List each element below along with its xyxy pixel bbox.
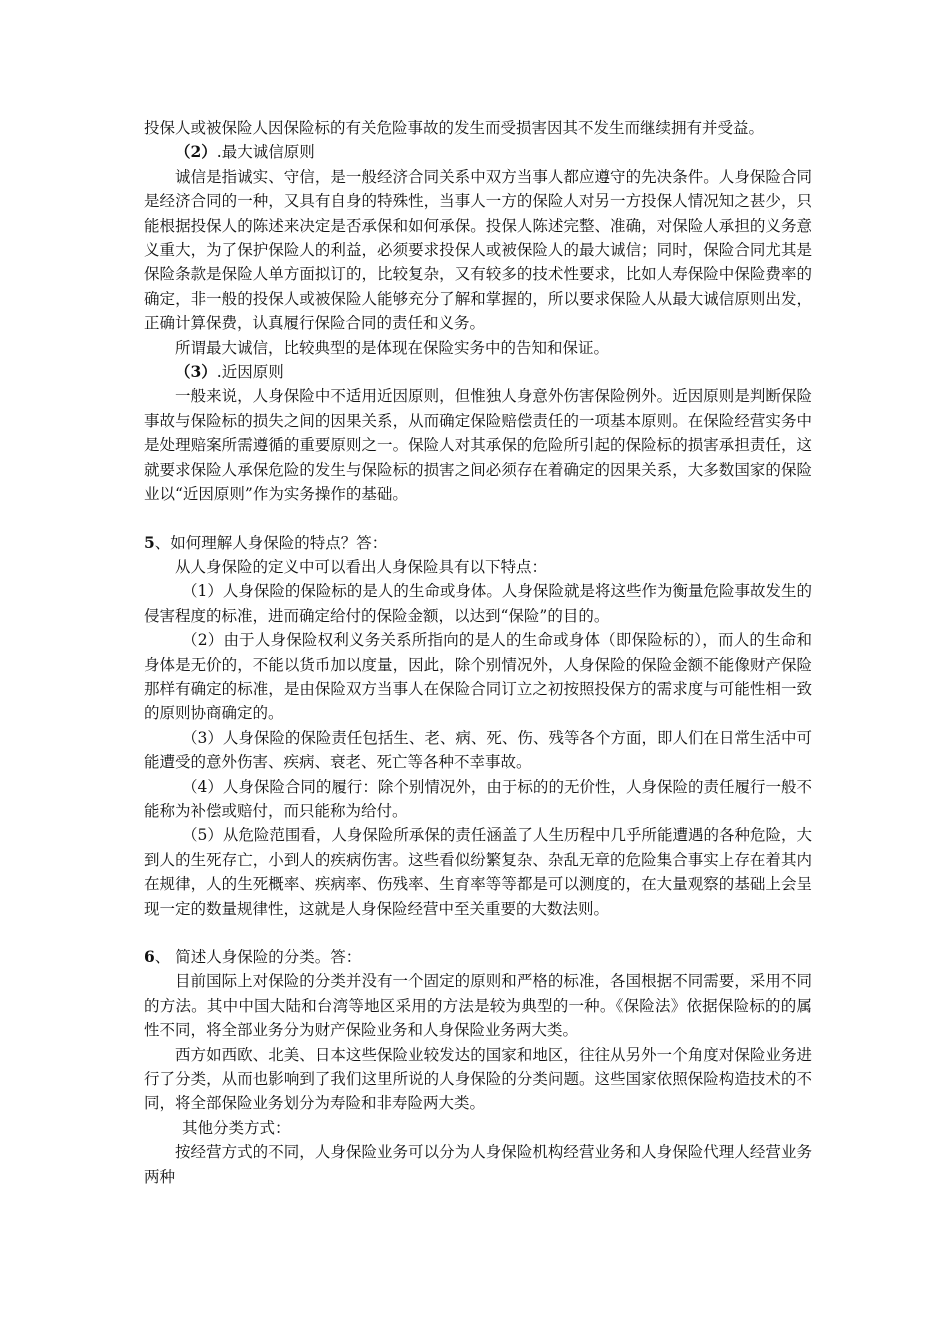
section-heading-2 <box>144 140 812 164</box>
question-text: 、 简述人身保险的分类。答： <box>154 948 362 966</box>
paragraph: 目前国际上对保险的分类并没有一个固定的原则和严格的标准，各国根据不同需要，采用不同的方法。其中中国大陆和台湾等地区采用的方法是较为典型的一种。《保险法》依据保险标的的属性不同，将全部业务分为财产保险业务和人身保险业务两大类。 <box>144 972 812 1040</box>
paragraph-intro-tail: 投保人或被保险人因保险标的有关危险事故的发生而受损害因其不发生而继续拥有并受益。 <box>144 119 765 137</box>
paragraph: 从人身保险的定义中可以看出人身保险具有以下特点： <box>175 557 548 576</box>
paragraph: 一般来说，人身保险中不适用近因原则，但惟独人身意外伤害保险例外。近因原则是判断保险事故与保险标的损失之间的因果关系，从而确定保险赔偿责任的一项基本原则。在保险经营实务中是处理赔案所需遵循的重要原则之一。保险人对其承保的危险所引起的保险标的损害承担责任，这就要求保险人承保危险的发生与保险标的损害之间必须存在着确定的因果关系，大多数国家的保险业以“近因原则”作为实务操作的基础。 <box>144 387 812 504</box>
section-title: .近因原则 <box>216 363 284 382</box>
section-number: （2） <box>175 142 217 162</box>
document-body <box>144 116 812 1189</box>
list-item: （3）人身保险的保险责任包括生、老、病、死、伤、残等各个方面，即人们在日常生活中可能遭受的意外伤害、疾病、衰老、死亡等各种不幸事故。 <box>144 728 812 772</box>
paragraph: 西方如西欧、北美、日本这些保险业较发达的国家和地区，往往从另外一个角度对保险业务进行了分类，从而也影响到了我们这里所说的人身保险的分类问题。这些国家依照保险构造技术的不同，将全部保险业务划分为寿险和非寿险两大类。 <box>144 1045 812 1113</box>
question-text: 、如何理解人身保险的特点？答： <box>154 533 388 552</box>
question-number: 6 <box>144 947 155 966</box>
section-title: .最大诚信原则 <box>216 143 315 162</box>
list-item: （4）人身保险合同的履行：除个别情况外，由于标的的无价性，人身保险的责任履行一般不能称为补偿或赔付，而只能称为给付。 <box>144 777 812 820</box>
paragraph: 所谓最大诚信，比较典型的是体现在保险实务中的告知和保证。 <box>175 338 610 357</box>
list-item: （2）由于人身保险权利义务关系所指向的是人的生命或身体（即保险标的），而人的生命和身体是无价的，不能以货币加以度量，因此，除个别情况外，人身保险的保险金额不能像财产保险那样有确定的标准，是由保险双方当事人在保险合同订立之初按照投保方的需求度与可能性相一致的原则协商确定的。 <box>144 631 812 723</box>
question-number: 5 <box>144 532 155 552</box>
question-heading-6 <box>144 945 812 969</box>
paragraph: 按经营方式的不同，人身保险业务可以分为人身保险机构经营业务和人身保险代理人经营业务两种 <box>144 1143 812 1186</box>
spacer <box>144 507 812 531</box>
section-heading-3 <box>144 360 812 384</box>
list-item: （5）从危险范围看，人身保险所承保的责任涵盖了人生历程中几乎所能遭遇的各种危险，大到人的生死存亡，小到人的疾病伤害。这些看似纷繁复杂、杂乱无章的危险集合事实上存在着其内在规律，人的生死概率、疾病率、伤残率、生育率等等都是可以测度的，在大量观察的基础上会呈现一定的数量规律性，这就是人身保险经营中至关重要的大数法则。 <box>144 826 812 918</box>
section-number: （3） <box>175 362 217 382</box>
paragraph: 诚信是指诚实、守信，是一般经济合同关系中双方当事人都应遵守的先决条件。人身保险合同是经济合同的一种，又具有自身的特殊性，当事人一方的保险人对另一方投保人情况知之甚少，只能根据投保人的陈述来决定是否承保和如何承保。投保人陈述完整、准确，对保险人承担的义务意义重大，为了保护保险人的利益，必须要求投保人或被保险人的最大诚信；同时，保险合同尤其是保险条款是保险人单方面拟订的，比较复杂，又有较多的技术性要求，比如人寿保险中保险费率的确定，非一般的投保人或被保险人能够充分了解和掌握的，所以要求保险人从最大诚信原则出发，正确计算保费，认真履行保险合同的责任和义务。 <box>144 167 812 333</box>
spacer <box>144 921 812 945</box>
question-heading-5 <box>144 531 812 555</box>
list-item: （1）人身保险的保险标的是人的生命或身体。人身保险就是将这些作为衡量危险事故发生的侵害程度的标准，进而确定给付的保险金额，以达到“保险”的目的。 <box>144 582 812 625</box>
paragraph: 其他分类方式： <box>182 1118 291 1137</box>
